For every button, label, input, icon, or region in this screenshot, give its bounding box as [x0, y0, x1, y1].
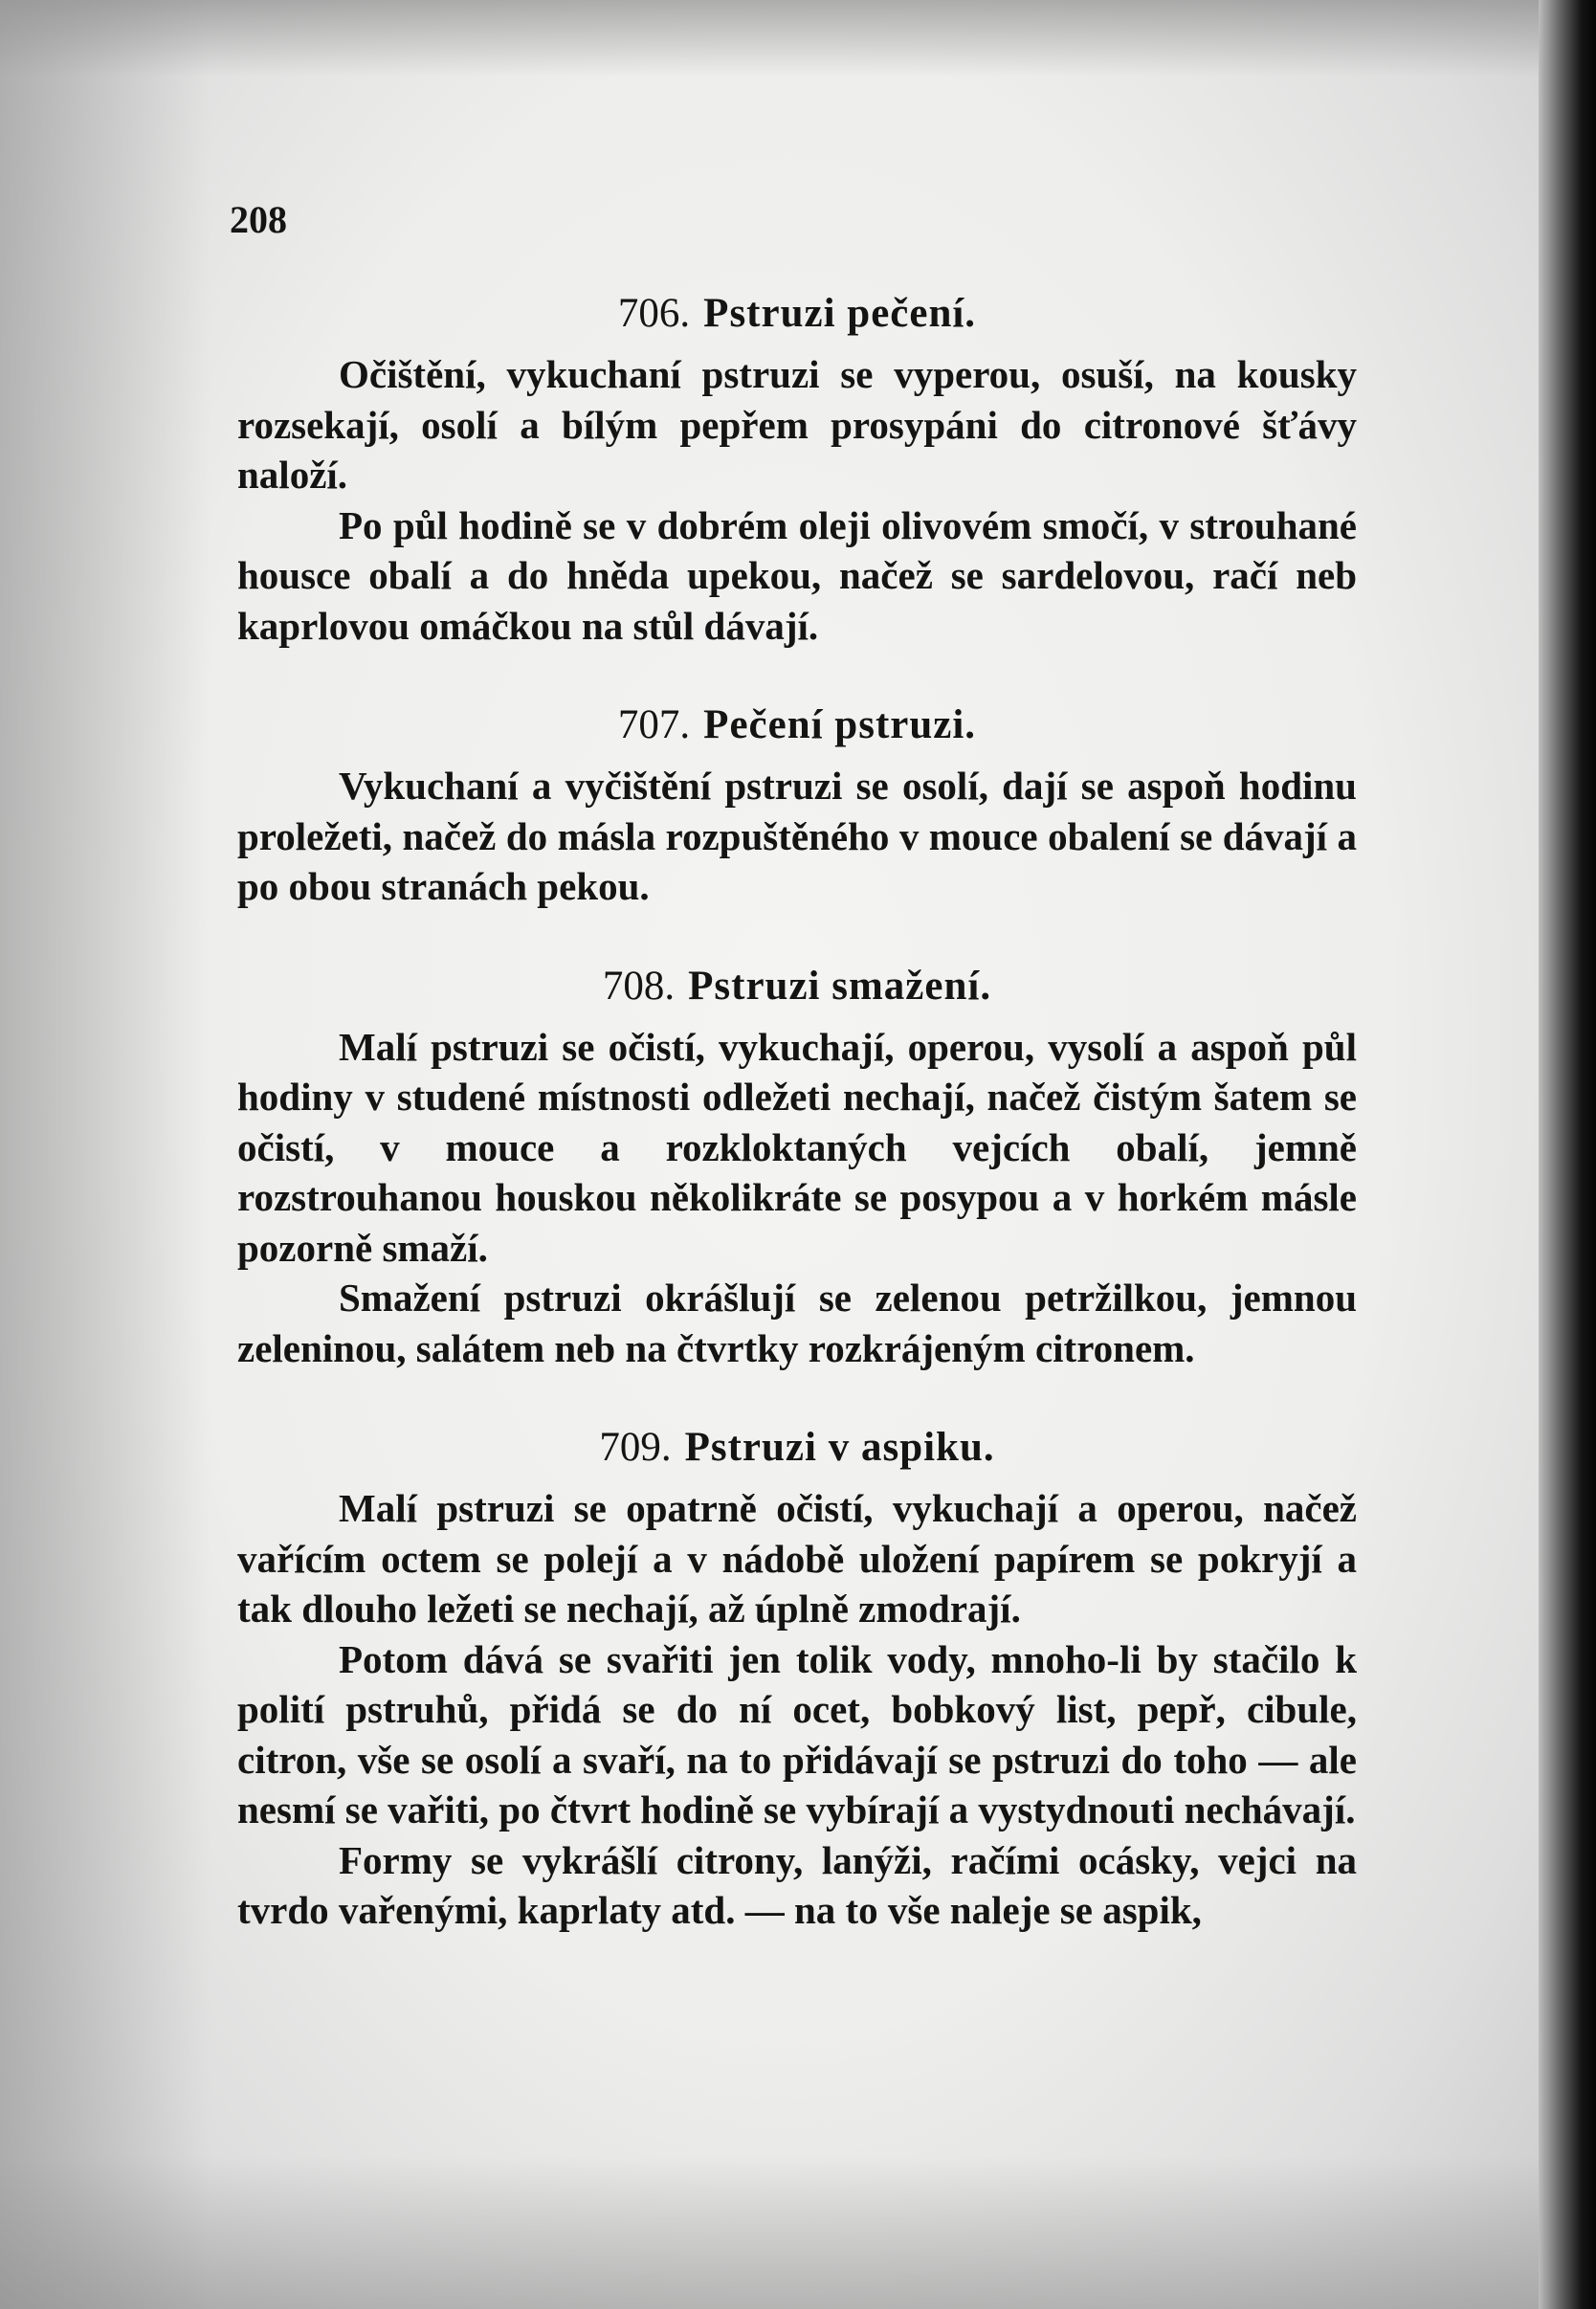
recipe-paragraph: Potom dává se svařiti jen tolik vody, mnoho-li by stačilo k polití pstruhů, přidá se do ní ocet, bobkový list, pepř, cibule, citron, vše se osolí a svaří, na to přidávají se pstruzi do toho — ale nesmí se vařiti, po čtvrt hodině se vybírají a vystydnouti nechávají.: [237, 1636, 1357, 1832]
recipe-708: [237, 960, 1357, 1374]
recipe-name: Pstruzi v aspiku.: [684, 1425, 995, 1470]
scan-dark-edge: [1539, 0, 1596, 2309]
scan-shadow-bottom: [0, 2156, 1560, 2309]
recipe-title: [237, 699, 1357, 752]
recipe-name: Pstruzi smažení.: [688, 963, 992, 1009]
page-number: 208: [230, 198, 287, 241]
recipe-707: [237, 699, 1357, 912]
recipe-title: [237, 1421, 1357, 1475]
recipe-name: Pečení pstruzi.: [703, 702, 977, 747]
recipe-706: [237, 287, 1357, 651]
recipe-title: [237, 287, 1357, 341]
recipe-paragraph: Očištění, vykuchaní pstruzi se vyperou, osuší, na kousky rozsekají, osolí a bílým pepřem prosypáni do citronové šťávy naloží.: [237, 352, 1357, 497]
recipe-title: [237, 960, 1357, 1013]
recipe-paragraph: Malí pstruzi se očistí, vykuchají, operou, vysolí a aspoň půl hodiny v studené místnosti odležeti nechají, načež čistým šatem se očistí, v mouce a rozkloktaných vejcích obalí, jemně rozstrouhanou houskou několikráte se posypou a v horkém másle pozorně smaží.: [237, 1024, 1357, 1270]
recipe-paragraph: Smažení pstruzi okrášlují se zelenou petržilkou, jemnou zeleninou, salátem neb na čtvrtky rozkrájeným citronem.: [237, 1276, 1357, 1370]
recipe-paragraph: Po půl hodině se v dobrém oleji olivovém smočí, v strouhané housce obalí a do hněda upekou, načež se sardelovou, račí neb kaprlovou omáčkou na stůl dávají.: [237, 502, 1357, 648]
recipe-709: [237, 1421, 1357, 1936]
scan-shadow-top: [0, 0, 1560, 77]
recipe-paragraph: Vykuchaní a vyčištění pstruzi se osolí, dají se aspoň hodinu proležeti, načež do másla rozpuštěného v mouce obalení se dávají a po obou stranách pekou.: [237, 764, 1357, 908]
recipe-paragraph: Formy se vykrášlí citrony, lanýži, račími ocásky, vejci na tvrdo vařenými, kaprlaty atd. — na to vše naleje se aspik,: [237, 1837, 1357, 1932]
recipe-name: Pstruzi pečení.: [703, 291, 977, 336]
recipe-number: 706.: [617, 291, 691, 336]
recipe-number: 709.: [599, 1425, 672, 1470]
recipe-number: 708.: [602, 963, 676, 1009]
recipe-paragraph: Malí pstruzi se opatrně očistí, vykuchají a operou, načež vařícím octem se polejí a v nádobě uložení papírem se pokryjí a tak dlouho ležeti se nechají, až úplně zmodrají.: [237, 1486, 1357, 1631]
page-content: [237, 287, 1357, 1984]
scan-shadow-left: [0, 0, 211, 2309]
recipe-number: 707.: [617, 702, 691, 747]
